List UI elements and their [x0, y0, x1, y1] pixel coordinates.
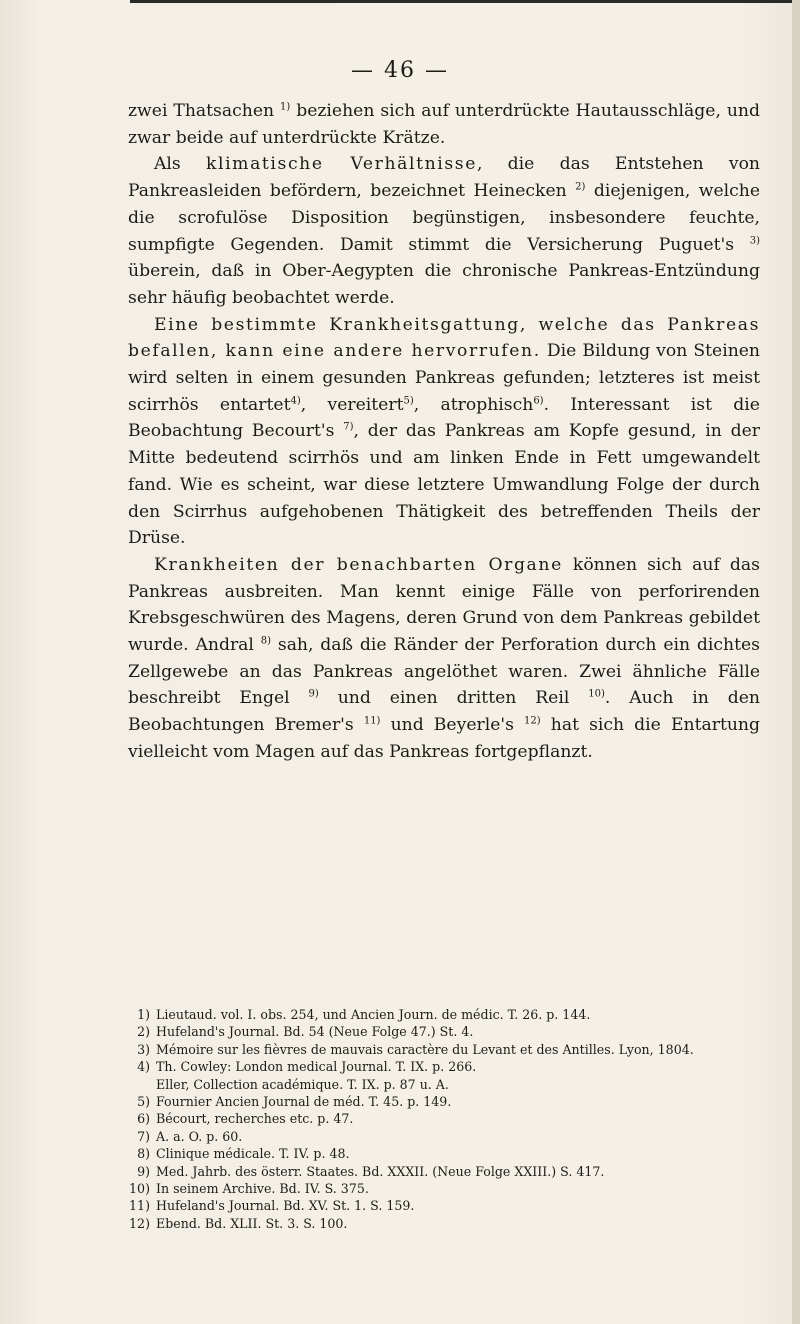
footnote-text: Bécourt, recherches etc. p. 47.	[156, 1111, 354, 1127]
text-run: überein, daß in Ober-Aegypten die chronische Pankreas-Entzündung sehr häufig beobachtet werde.	[128, 261, 760, 308]
footnote	[128, 1215, 768, 1232]
footnote-text: A. a. O. p. 60.	[156, 1128, 243, 1144]
page-number: — 46 —	[351, 58, 449, 83]
footnote-ref: 10)	[588, 688, 605, 700]
footnote	[128, 1110, 768, 1127]
footnote-text: Mémoire sur les fièvres de mauvais caractère du Levant et des Antilles. Lyon, 1804.	[156, 1041, 694, 1057]
footnote	[128, 1145, 768, 1162]
text-run: , die das Entstehen von Pankreasleiden befördern, bezeichnet Heinecken	[128, 154, 760, 202]
footnote-mark: 3)	[137, 1041, 150, 1057]
footnote-mark: 4)	[137, 1059, 150, 1075]
text-run: zwei Thatsachen	[128, 101, 280, 121]
footnote	[128, 1023, 768, 1040]
text-run: Die Bildung von Steinen wird selten in einem gesunden Pankreas gefunden; letzteres ist meist scirrhös entartet	[128, 341, 761, 415]
footnote-mark: 1)	[137, 1007, 150, 1022]
footnote-mark: 9)	[137, 1163, 150, 1179]
text-run: können sich auf das Pankreas ausbreiten. Man kennt einige Fälle von perforirenden Krebsgeschwüren des Magens, deren Grund von dem Pankreas gebildet wurde. Andral	[128, 554, 760, 656]
footnote-text: In seinem Archive. Bd. IV. S. 375.	[156, 1181, 369, 1197]
text-run: diejenigen, welche die scrofulöse Disposition begünstigen, insbesondere feuchte, sumpfigte Gegenden. Damit stimmt die Versicherung Puguet's	[128, 181, 760, 255]
footnote	[128, 1041, 768, 1058]
footnote-mark: 7)	[137, 1128, 150, 1144]
footnote-text: Eller, Collection académique. T. IX. p. 87 u. A.	[156, 1076, 449, 1092]
footnote-ref: 1)	[280, 101, 291, 113]
footnote-mark: 2)	[137, 1024, 150, 1040]
footnote-mark: 8)	[137, 1146, 150, 1162]
footnote	[128, 1058, 768, 1075]
footnote-mark: 12)	[129, 1215, 150, 1231]
footnote-ref: 6)	[533, 395, 544, 406]
footnote-ref: 2)	[575, 181, 586, 193]
emphasized-text: Eine bestimmte Krankheitsgattung, welche das Pankreas befallen, kann eine andere hervorrufen.	[128, 314, 760, 362]
text-run: , atrophisch	[413, 394, 534, 415]
paragraph	[128, 98, 760, 151]
footnote-ref: 9)	[308, 688, 319, 700]
text-run: . Auch in den Beobachtungen Bremer's	[128, 688, 760, 736]
footnote	[128, 1006, 768, 1023]
text-run: , vereitert	[300, 394, 404, 415]
footnote	[128, 1128, 768, 1145]
footnote-text: Lieutaud. vol. I. obs. 254, und Ancien Journ. de médic. T. 26. p. 144.	[156, 1007, 591, 1022]
footnote-text: Clinique médicale. T. IV. p. 48.	[156, 1146, 350, 1162]
footnote-ref: 5)	[403, 395, 414, 406]
footnote-text: Hufeland's Journal. Bd. XV. St. 1. S. 159.	[156, 1198, 415, 1214]
footnote-text: Hufeland's Journal. Bd. 54 (Neue Folge 47.) St. 4.	[156, 1024, 474, 1040]
footnote	[128, 1163, 768, 1180]
footnote-text: Med. Jahrb. des österr. Staates. Bd. XXXII. (Neue Folge XXIII.) S. 417.	[156, 1163, 605, 1179]
footnote-ref: 3)	[749, 234, 760, 246]
top-edge-line	[130, 0, 800, 3]
footnote-ref: 8)	[260, 635, 272, 647]
paragraph	[128, 552, 760, 766]
footnote	[128, 1180, 768, 1197]
footnote	[128, 1093, 768, 1110]
footnote-ref: 7)	[343, 421, 354, 433]
text-run: sah, daß die Ränder der Perforation durch ein dichtes Zellgewebe an das Pankreas angelöthet waren. Zwei ähnliche Fälle beschreibt Engel	[128, 635, 760, 709]
footnote-text: Fournier Ancien Journal de méd. T. 45. p. 149.	[156, 1094, 452, 1110]
footnote-mark: 11)	[129, 1198, 150, 1214]
footnote-ref: 4)	[290, 395, 301, 406]
footnote-mark: 6)	[137, 1111, 150, 1127]
paragraph	[128, 151, 760, 311]
footnote-mark: 5)	[137, 1094, 150, 1110]
paragraph	[128, 312, 760, 552]
footnote	[128, 1197, 768, 1214]
footnote	[128, 1076, 768, 1093]
text-run: . Interessant ist die Beobachtung Becourt's	[128, 394, 760, 442]
footnote-mark: 10)	[129, 1181, 150, 1197]
page-edge-shadow	[792, 0, 800, 1324]
text-run: und Beyerle's	[380, 715, 525, 736]
footnote-ref: 11)	[363, 715, 381, 727]
footnote-ref: 12)	[524, 715, 541, 727]
emphasized-text: klimatische Verhältnisse	[205, 154, 477, 175]
emphasized-text: Krankheiten der benachbarten Organe	[154, 554, 563, 575]
footnotes	[128, 1006, 768, 1232]
main-text	[128, 98, 760, 766]
text-run: und einen dritten Reil	[318, 688, 589, 709]
footnote-text: Ebend. Bd. XLII. St. 3. S. 100.	[156, 1215, 348, 1231]
text-run: Als	[154, 154, 206, 175]
text-run: hat sich die Entartung vielleicht vom Magen auf das Pankreas fortgepflanzt.	[128, 715, 760, 762]
text-run: beziehen sich auf unterdrückte Hautausschläge, und zwar beide auf unterdrückte Krätze.	[128, 101, 760, 148]
text-run: , der das Pankreas am Kopfe gesund, in der Mitte bedeutend scirrhös und am linken Ende in Fett umgewandelt fand. Wie es scheint, war diese letztere Umwandlung Folge der durch den Scirrhus aufgehobenen Thätigkeit des betreffenden Theils der Drüse.	[128, 421, 760, 549]
footnote-mark	[128, 1076, 156, 1093]
footnote-text: Th. Cowley: London medical Journal. T. IX. p. 266.	[156, 1059, 477, 1075]
